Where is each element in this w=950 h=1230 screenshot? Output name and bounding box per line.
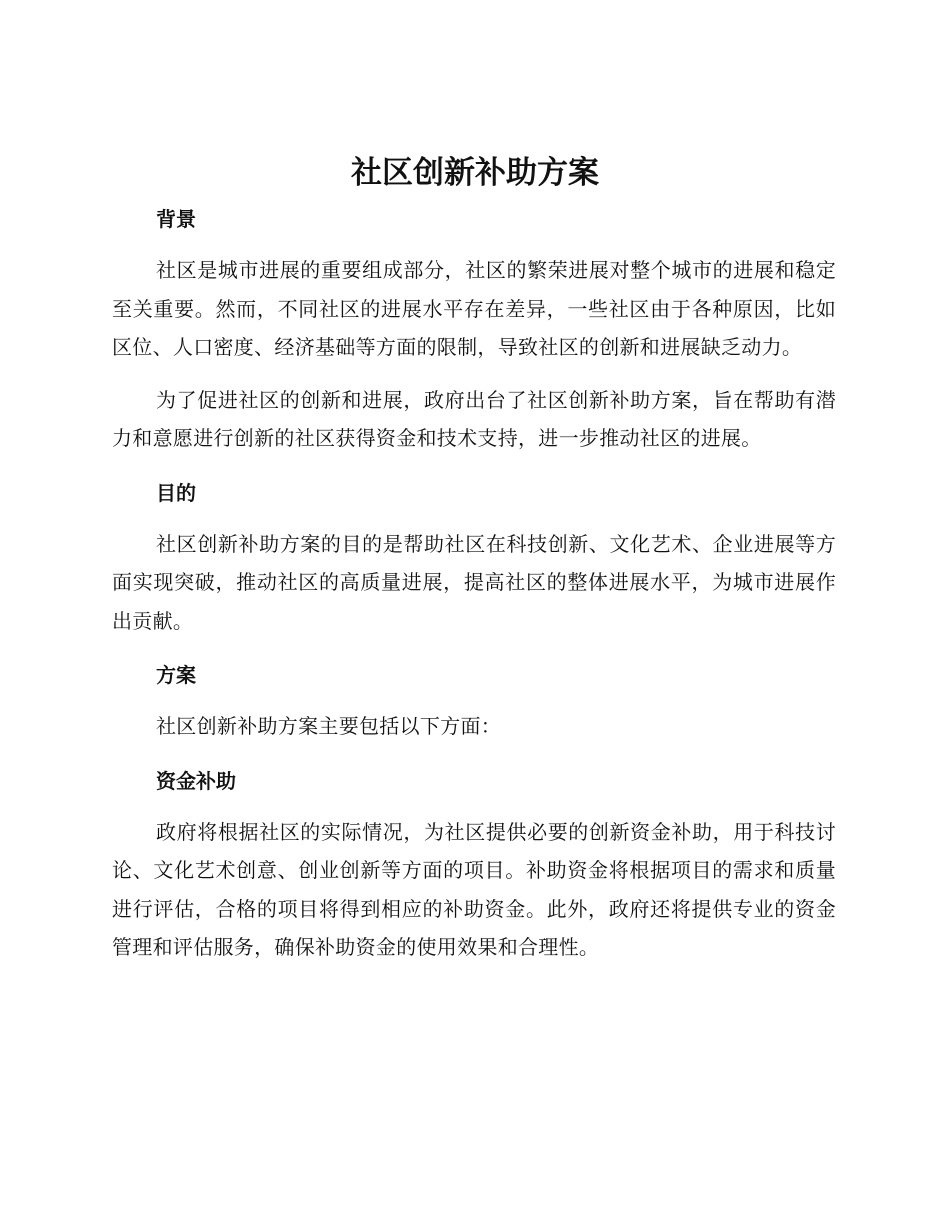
background-paragraph-2: 为了促进社区的创新和进展，政府出台了社区创新补助方案，旨在帮助有潜力和意愿进行创新的社区获得资金和技术支持，进一步推动社区的进展。 [112, 387, 836, 450]
purpose-paragraph-1: 社区创新补助方案的目的是帮助社区在科技创新、文化艺术、企业进展等方面实现突破，推动社区的高质量进展，提高社区的整体进展水平，为城市进展作出贡献。 [112, 531, 836, 633]
funding-paragraph-1: 政府将根据社区的实际情况，为社区提供必要的创新资金补助，用于科技讨论、文化艺术创意、创业创新等方面的项目。补助资金将根据项目的需求和质量进行评估，合格的项目将得到相应的补助资金。此外，政府还将提供专业的资金管理和评估服务，确保补助资金的使用效果和合理性。 [112, 819, 836, 959]
section-heading-plan: 方案 [156, 663, 196, 687]
document-body [112, 200, 836, 967]
document-title: 社区创新补助方案 [351, 155, 599, 191]
section-heading-purpose: 目的 [156, 480, 196, 505]
plan-paragraph-1: 社区创新补助方案主要包括以下方面： [156, 714, 502, 738]
section-heading-funding: 资金补助 [156, 768, 236, 793]
background-paragraph-1: 社区是城市进展的重要组成部分，社区的繁荣进展对整个城市的进展和稳定至关重要。然而，不同社区的进展水平存在差异，一些社区由于各种原因，比如区位、人口密度、经济基础等方面的限制，导致社区的创新和进展缺乏动力。 [112, 258, 836, 359]
section-heading-background: 背景 [156, 207, 196, 231]
